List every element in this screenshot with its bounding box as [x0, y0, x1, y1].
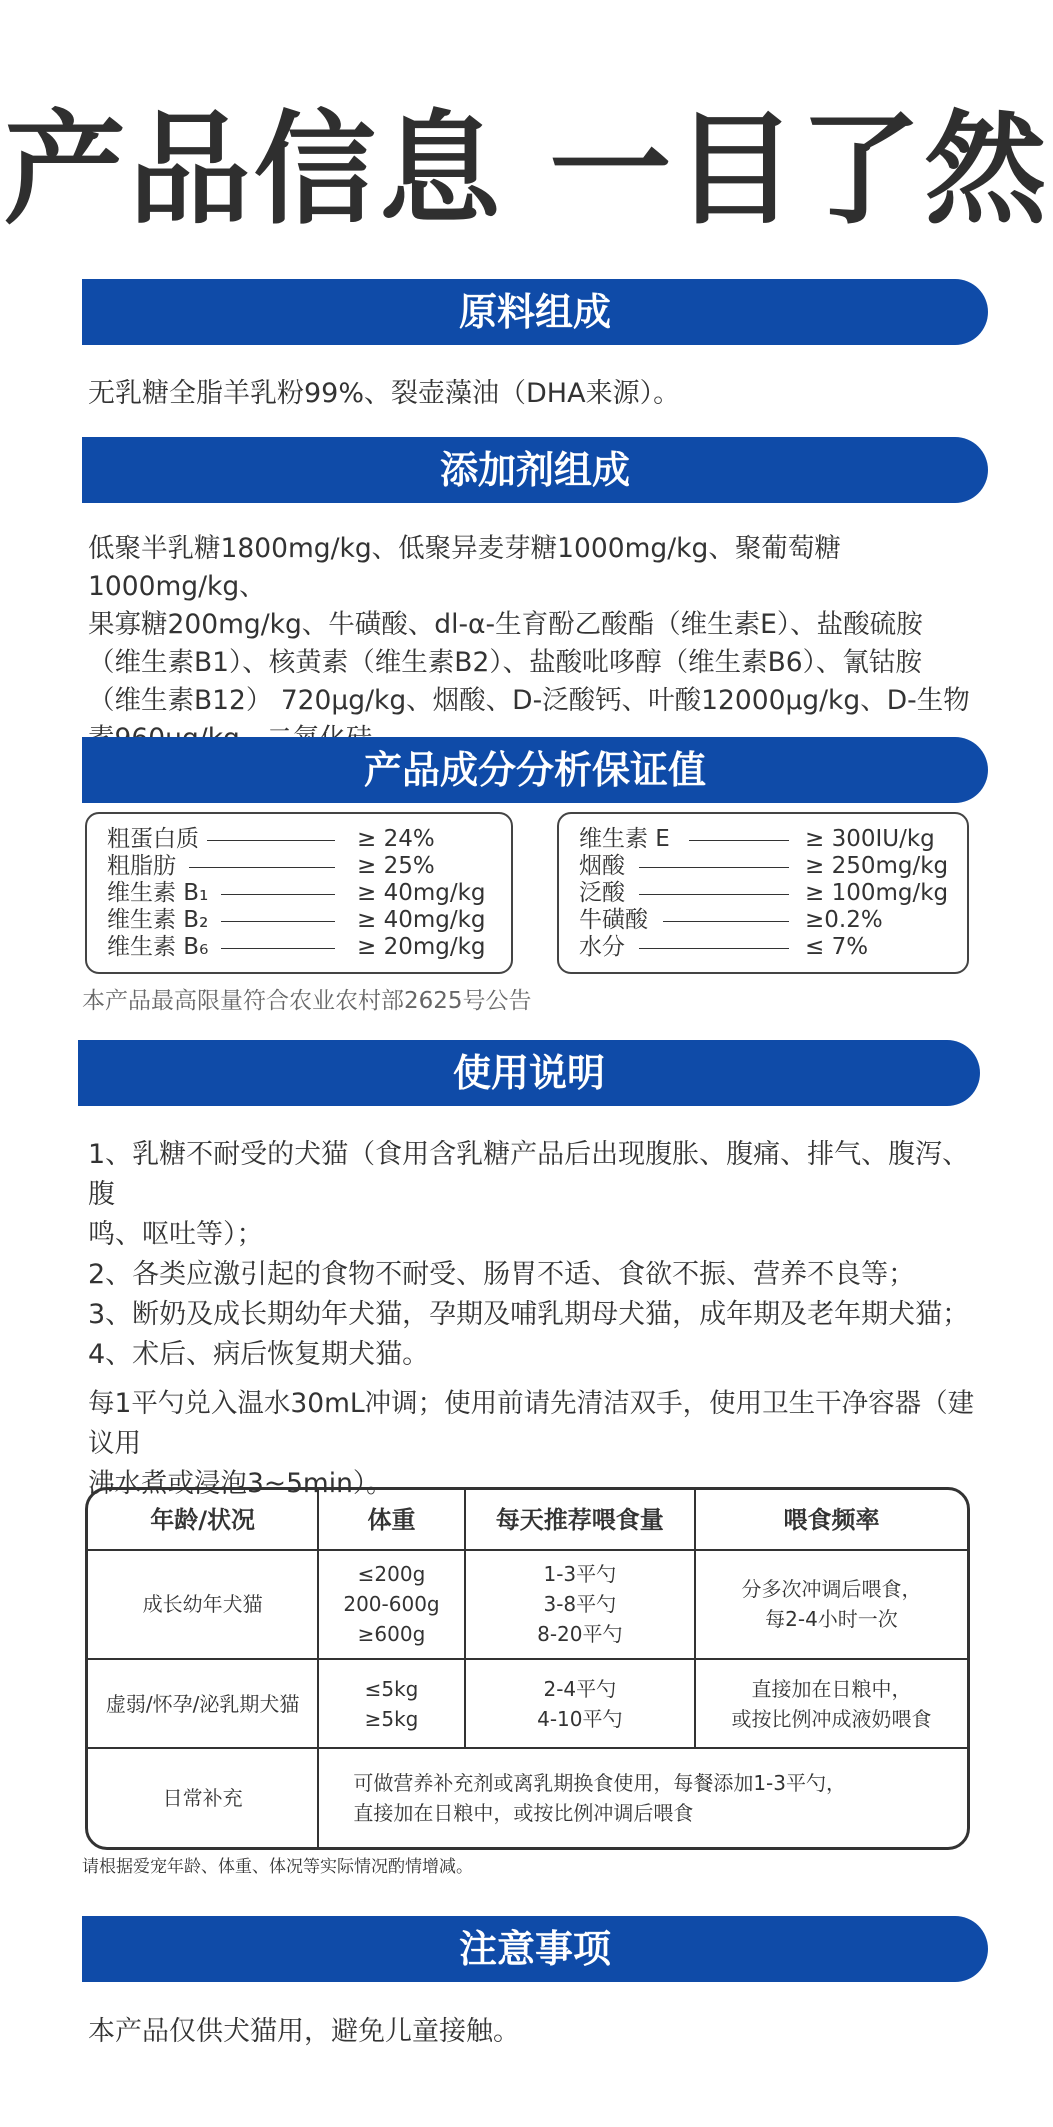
section-header-usage: 使用说明 — [78, 1040, 980, 1106]
amount-value: 1-3平勺 — [543, 1562, 617, 1587]
additives-text — [88, 530, 993, 758]
table-cell-stage: 日常补充 — [88, 1749, 319, 1847]
nutrient-row — [107, 853, 511, 880]
nutrient-row — [579, 853, 967, 880]
section-header-additives: 添加剂组成 — [82, 437, 988, 503]
list-item: 2、各类应激引起的食物不耐受、肠胃不适、食欲不振、营养不良等； — [88, 1259, 916, 1290]
weight-value: ≤200g — [357, 1562, 426, 1587]
leader-line — [221, 948, 335, 949]
table-row — [88, 1551, 967, 1660]
nutrient-row — [107, 880, 511, 907]
nutrient-row — [579, 826, 967, 853]
nutrient-value: ≥ 25% — [357, 853, 435, 879]
table-header: 每天推荐喂食量 — [466, 1490, 696, 1551]
leader-line — [689, 840, 789, 841]
nutrient-name: 维生素 B₆ — [107, 934, 209, 960]
regulation-note: 本产品最高限量符合农业农村部2625号公告 — [82, 988, 532, 1014]
feeding-table — [85, 1487, 970, 1850]
merged-line: 直接加在日粮中，或按比例冲调后喂食 — [353, 1801, 694, 1826]
ingredients-text: 无乳糖全脂羊乳粉99%、裂壶藻油（DHA来源）。 — [88, 378, 681, 409]
additives-line: （维生素B1）、核黄素（维生素B2）、盐酸吡哆醇（维生素B6）、氰钴胺 — [88, 647, 922, 678]
nutrient-value: ≥ 20mg/kg — [357, 934, 486, 960]
nutrient-name: 维生素 B₂ — [107, 907, 209, 933]
amount-value: 4-10平勺 — [537, 1706, 623, 1731]
leader-line — [639, 948, 789, 949]
nutrient-name: 水分 — [579, 934, 625, 960]
amount-value: 2-4平勺 — [543, 1676, 617, 1701]
nutrient-value: ≥ 40mg/kg — [357, 907, 486, 933]
nutrient-row — [579, 880, 967, 907]
weight-value: ≤5kg — [364, 1676, 419, 1701]
table-header: 年龄/状况 — [88, 1490, 319, 1551]
table-row — [88, 1660, 967, 1750]
feeding-footnote: 请根据爱宠年龄、体重、体况等实际情况酌情增减。 — [82, 1857, 473, 1877]
amount-value: 3-8平勺 — [543, 1592, 617, 1617]
nutrient-value: ≥ 40mg/kg — [357, 880, 486, 906]
leader-line — [663, 921, 789, 922]
weight-value: ≥5kg — [364, 1706, 419, 1731]
cautions-text: 本产品仅供犬猫用，避免儿童接触。 — [88, 2016, 520, 2047]
frequency-line: 每2-4小时一次 — [765, 1607, 898, 1632]
nutrient-row — [107, 934, 511, 961]
leader-line — [639, 867, 789, 868]
nutrient-value: ≥ 24% — [357, 826, 435, 852]
nutrient-name: 粗脂肪 — [107, 853, 176, 879]
table-cell-stage: 成长幼年犬猫 — [88, 1551, 319, 1660]
preparation-line: 沸水煮或浸泡3~5min）。 — [88, 1468, 393, 1499]
nutrient-name: 牛磺酸 — [579, 907, 648, 933]
preparation-line: 每1平勺兑入温水30mL冲调；使用前请先清洁双手，使用卫生干净容器（建议用 — [88, 1388, 975, 1459]
nutrient-value: ≥0.2% — [805, 907, 883, 933]
leader-line — [221, 921, 335, 922]
additives-line: 果寡糖200mg/kg、牛磺酸、dl-α-生育酚乙酸酯（维生素E）、盐酸硫胺 — [88, 609, 923, 640]
nutrient-row — [107, 907, 511, 934]
leader-line — [189, 867, 335, 868]
leader-line — [207, 840, 335, 841]
table-cell-amount — [466, 1551, 696, 1660]
section-header-analysis: 产品成分分析保证值 — [82, 737, 988, 803]
table-header-row — [88, 1490, 967, 1551]
nutrient-name: 烟酸 — [579, 853, 625, 879]
table-cell-merged — [319, 1749, 967, 1847]
list-item: 4、术后、病后恢复期犬猫。 — [88, 1339, 430, 1370]
nutrient-row — [107, 826, 511, 853]
amount-value: 8-20平勺 — [537, 1622, 623, 1647]
usage-list — [88, 1135, 993, 1375]
table-cell-frequency — [696, 1551, 967, 1660]
preparation-text — [88, 1384, 993, 1504]
table-cell-weight — [319, 1660, 465, 1750]
nutrient-value: ≤ 7% — [805, 934, 869, 960]
additives-line: 低聚半乳糖1800mg/kg、低聚异麦芽糖1000mg/kg、聚葡萄糖1000mg/kg、 — [88, 533, 841, 602]
list-item: 1、乳糖不耐受的犬猫（食用含乳糖产品后出现腹胀、腹痛、排气、腹泻、腹 — [88, 1139, 970, 1210]
table-header: 体重 — [319, 1490, 465, 1551]
nutrient-box-right — [557, 812, 969, 974]
table-cell-stage: 虚弱/怀孕/泌乳期犬猫 — [88, 1660, 319, 1750]
nutrient-name: 维生素 E — [579, 826, 670, 852]
nutrient-row — [579, 907, 967, 934]
list-item: 鸣、呕吐等）； — [88, 1219, 264, 1250]
frequency-line: 或按比例冲成液奶喂食 — [731, 1706, 932, 1731]
frequency-line: 直接加在日粮中， — [751, 1676, 912, 1701]
nutrient-name: 泛酸 — [579, 880, 625, 906]
nutrient-box-left — [85, 812, 513, 974]
nutrient-value: ≥ 250mg/kg — [805, 853, 949, 879]
leader-line — [639, 894, 789, 895]
merged-line: 可做营养补充剂或离乳期换食使用，每餐添加1-3平勺， — [353, 1771, 846, 1796]
weight-value: ≥600g — [357, 1622, 426, 1647]
section-header-cautions: 注意事项 — [82, 1916, 988, 1982]
nutrient-value: ≥ 300IU/kg — [805, 826, 935, 852]
section-header-ingredients: 原料组成 — [82, 279, 988, 345]
frequency-line: 分多次冲调后喂食， — [741, 1577, 922, 1602]
table-header: 喂食频率 — [696, 1490, 967, 1551]
additives-line: （维生素B12） 720μg/kg、烟酸、D-泛酸钙、叶酸12000μg/kg、D-生物 — [88, 685, 970, 716]
page-title: 产品信息 一目了然 — [3, 99, 1050, 241]
list-item: 3、断奶及成长期幼年犬猫，孕期及哺乳期母犬猫，成年期及老年期犬猫； — [88, 1299, 970, 1330]
nutrient-name: 维生素 B₁ — [107, 880, 209, 906]
table-cell-weight — [319, 1551, 465, 1660]
weight-value: 200-600g — [343, 1592, 440, 1617]
nutrient-name: 粗蛋白质 — [107, 826, 199, 852]
nutrient-row — [579, 934, 967, 961]
table-cell-frequency — [696, 1660, 967, 1750]
leader-line — [221, 894, 335, 895]
table-row — [88, 1749, 967, 1847]
nutrient-value: ≥ 100mg/kg — [805, 880, 949, 906]
table-cell-amount — [466, 1660, 696, 1750]
